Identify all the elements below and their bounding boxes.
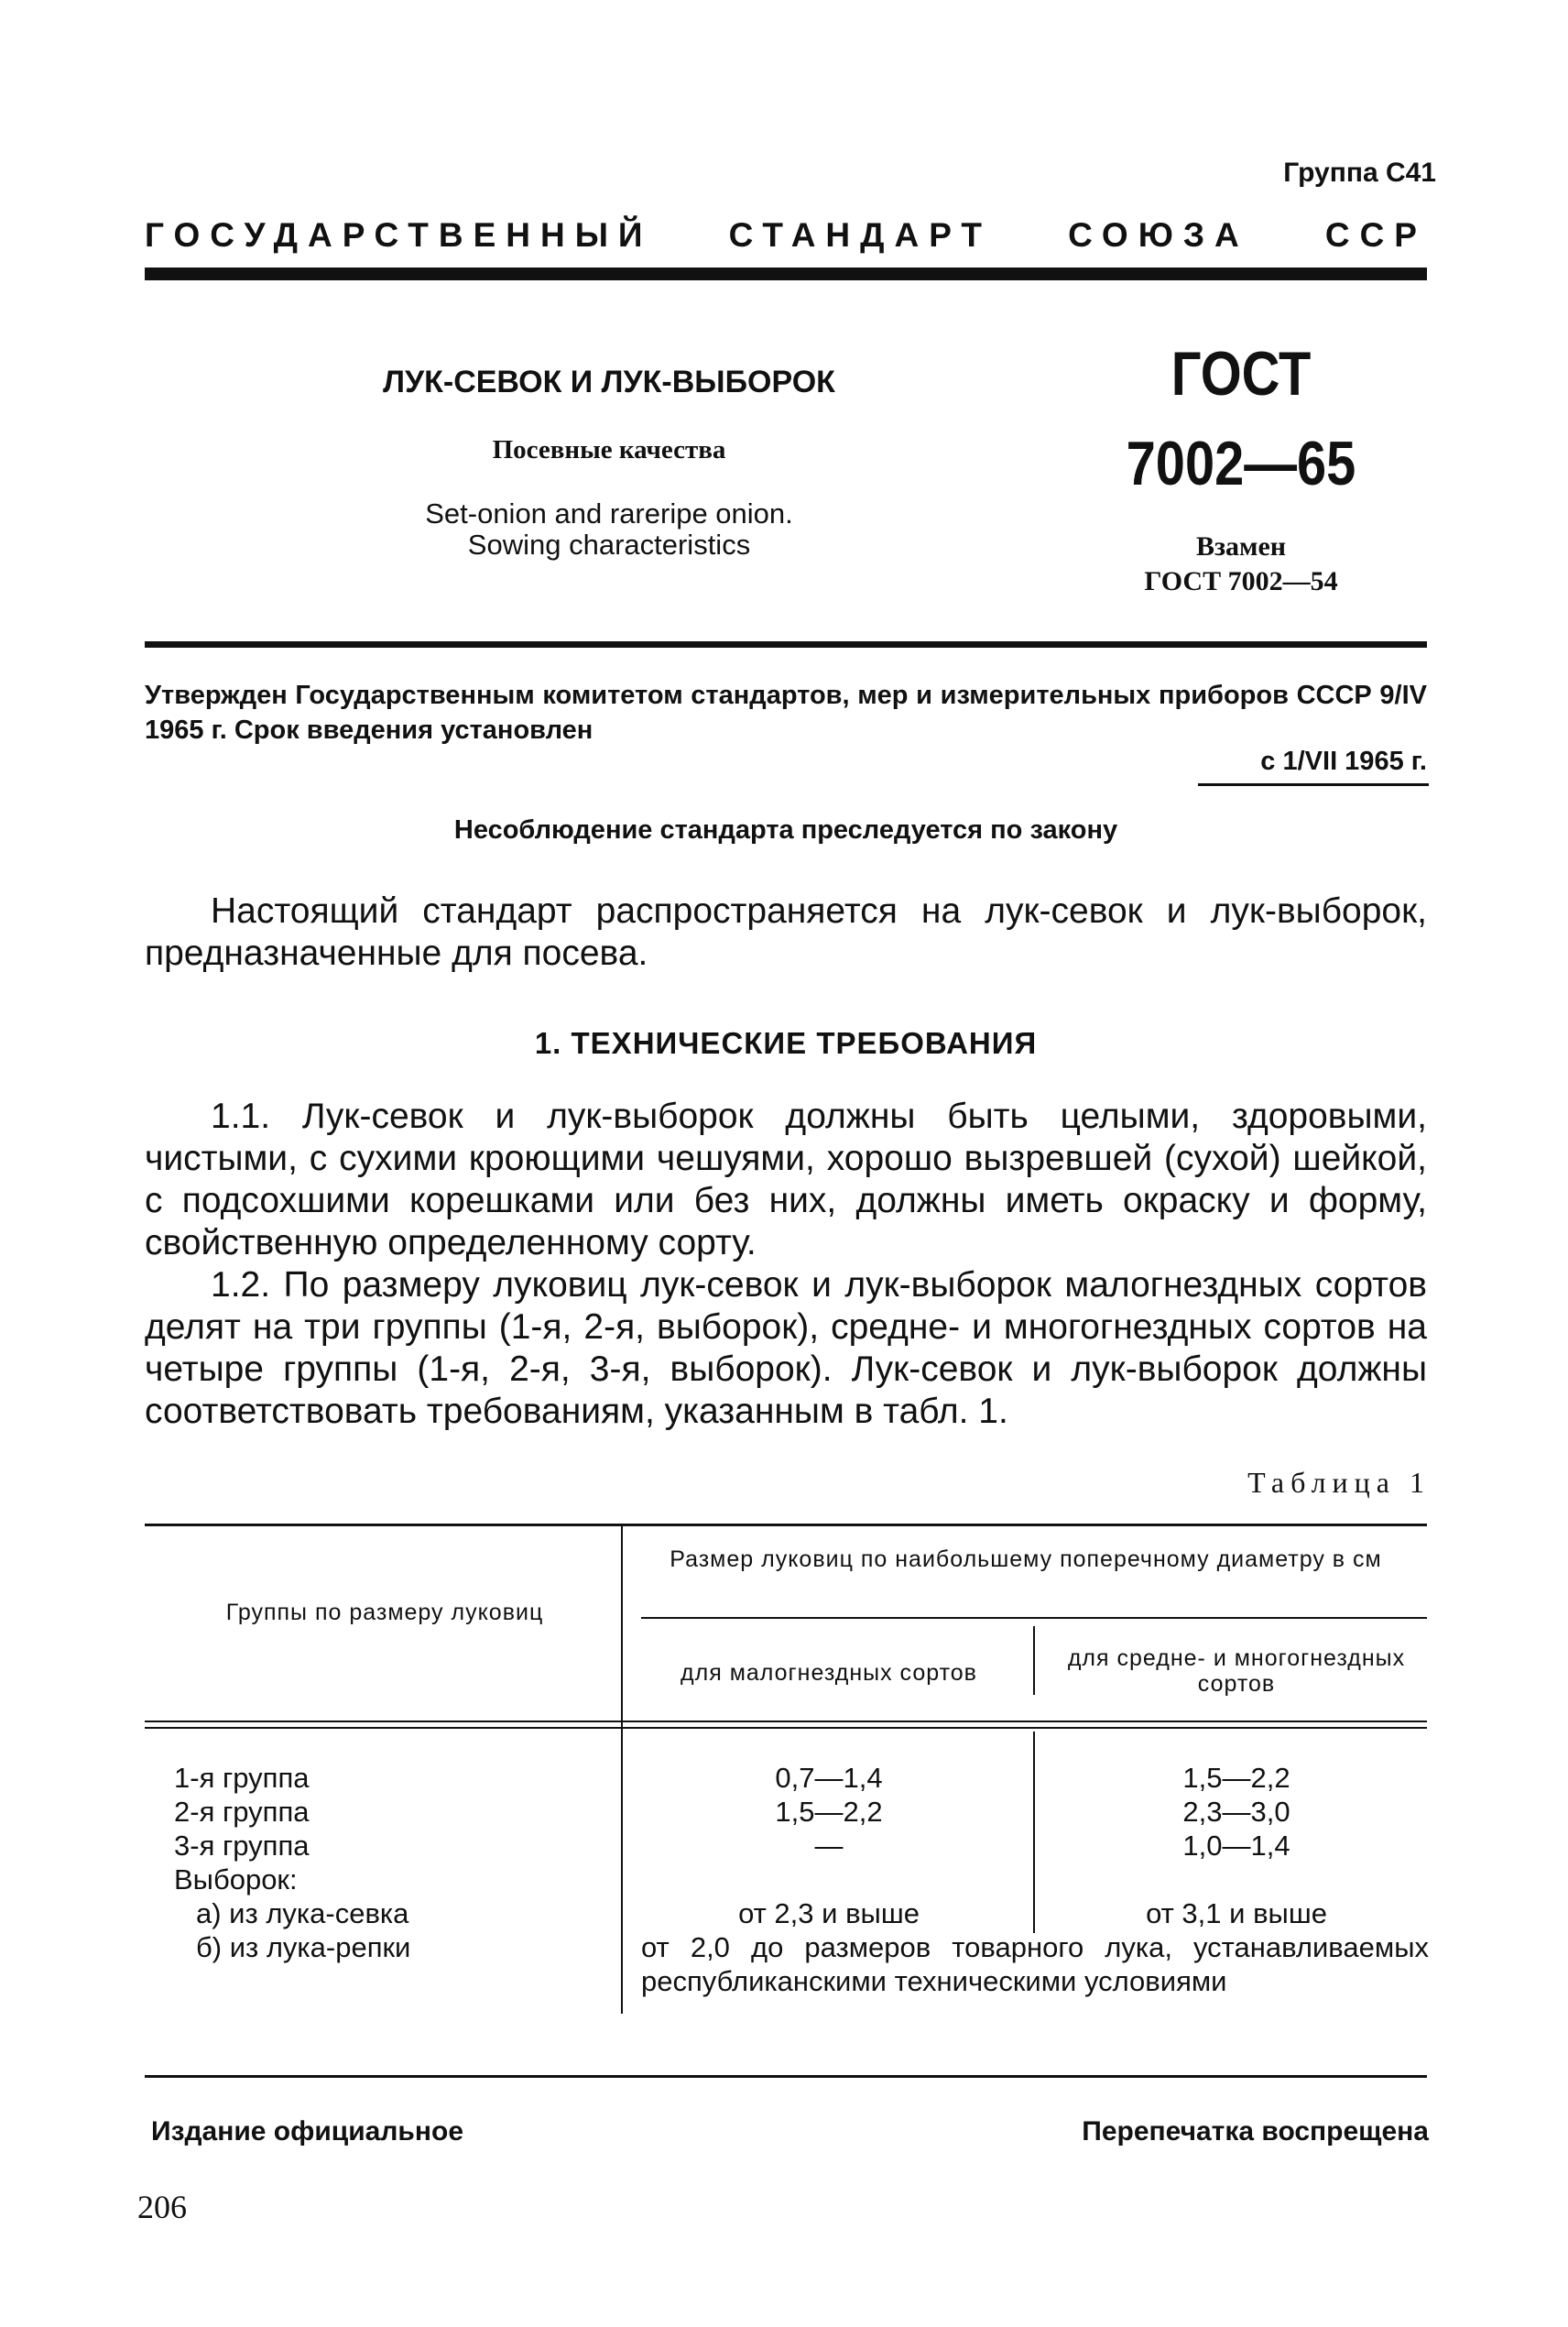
table-cell: от 3,1 и выше bbox=[1146, 1897, 1327, 1929]
approval-text: Утвержден Государственным комитетом стандартов, мер и измерительных приборов СССР 9/IV 1965 г. Срок введения установлен bbox=[145, 681, 1427, 745]
page-number: 206 bbox=[137, 2189, 187, 2225]
footer-official-edition: Издание официальное bbox=[151, 2116, 464, 2147]
table-divider-main bbox=[621, 1526, 623, 2014]
table-cell bbox=[632, 1863, 1026, 1896]
group-label: Группа С41 bbox=[1283, 158, 1436, 188]
table-cell: 2,3—3,0 bbox=[1182, 1796, 1290, 1828]
table-header-rule-1 bbox=[145, 1721, 1427, 1722]
table-divider-header bbox=[1033, 1626, 1035, 1695]
group-column bbox=[174, 1761, 604, 1964]
table-cell bbox=[1044, 1863, 1429, 1896]
table-label: Таблица 1 bbox=[1247, 1466, 1431, 1499]
non-compliance-notice: Несоблюдение стандарта преследуется по закону bbox=[453, 815, 1118, 845]
table-cell: 1,0—1,4 bbox=[1182, 1830, 1290, 1862]
last-row-value: от 2,0 до размеров товарного лука, устанавливаемых республиканскими техническими условиями bbox=[641, 1931, 1429, 1997]
table-row-label: 3-я группа bbox=[174, 1830, 310, 1862]
table-bottom-rule bbox=[145, 2075, 1427, 2078]
multi-varieties-column bbox=[1044, 1761, 1429, 1930]
state-standard-header: ГОСУДАРСТВЕННЫЙ СТАНДАРТ СОЮЗА ССР bbox=[145, 216, 1427, 254]
table-row-label: Выборок: bbox=[174, 1863, 298, 1895]
document-subtitle: Посевные качества bbox=[492, 435, 726, 464]
english-title-line-2: Sowing characteristics bbox=[467, 529, 751, 561]
table-cell: 1,5—2,2 bbox=[775, 1796, 883, 1828]
header-groups: Группы по размеру луковиц bbox=[225, 1600, 544, 1625]
paragraph-1-2: 1.2. По размеру луковиц лук-севок и лук-выборок малогнездных сортов делят на три группы (1-я, 2-я, выборок), средне- и многогнездных сортов на четыре группы (1-я, 2-я, 3-я, выборок). Лук-севок и лук-выборок должны соответствовать требованиям, указанным в табл. 1. bbox=[145, 1265, 1427, 1431]
table-row-label: 2-я группа bbox=[174, 1796, 310, 1828]
replaces-number: ГОСТ 7002—54 bbox=[1144, 566, 1338, 596]
header-small-varieties: для малогнездных сортов bbox=[681, 1660, 977, 1686]
table-header-rule-2 bbox=[145, 1727, 1427, 1729]
footer-reprint-prohibited: Перепечатка воспрещена bbox=[1082, 2116, 1429, 2147]
table-row-label: 1-я группа bbox=[174, 1762, 310, 1794]
paragraph-1-1: 1.1. Лук-севок и лук-выборок должны быть целыми, здоровыми, чистыми, с сухими кроющими чешуями, хорошо вызревшей (сухой) шейкой, с подсохшими корешками или без них, должны иметь окраску и форму, свойственную определенному сорту. bbox=[145, 1097, 1427, 1262]
replaces-label: Взамен bbox=[1195, 531, 1287, 562]
table-subheader-rule bbox=[641, 1617, 1427, 1619]
table-row-label: б) из лука-репки bbox=[196, 1931, 411, 1963]
small-varieties-column bbox=[632, 1761, 1026, 1930]
intro-paragraph: Настоящий стандарт распространяется на лук-севок и лук-выборок, предназначенные для посева. bbox=[145, 891, 1427, 973]
header-size: Размер луковиц по наибольшему поперечному диаметру в см bbox=[670, 1546, 1382, 1572]
table-cell: от 2,3 и выше bbox=[738, 1897, 920, 1929]
table-cell: 1,5—2,2 bbox=[1182, 1762, 1290, 1794]
effective-date: с 1/VII 1965 г. bbox=[1260, 747, 1427, 776]
table-cell: 0,7—1,4 bbox=[775, 1762, 883, 1794]
section-heading: 1. ТЕХНИЧЕСКИЕ ТРЕБОВАНИЯ bbox=[534, 1026, 1038, 1060]
table-divider-body bbox=[1033, 1732, 1035, 1933]
document-title: ЛУК-СЕВОК И ЛУК-ВЫБОРОК bbox=[383, 365, 835, 399]
table-top-rule bbox=[145, 1524, 1427, 1526]
header-multi-varieties: для средне- и многогнездных сортов bbox=[1067, 1645, 1406, 1697]
gost-number: 7002—65 bbox=[1126, 429, 1356, 498]
gost-word: ГОСТ bbox=[1171, 339, 1312, 409]
english-title-line-1: Set-onion and rareripe onion. bbox=[425, 497, 793, 530]
table-row-label: а) из лука-севка bbox=[196, 1897, 409, 1929]
table-cell: — bbox=[814, 1830, 844, 1862]
